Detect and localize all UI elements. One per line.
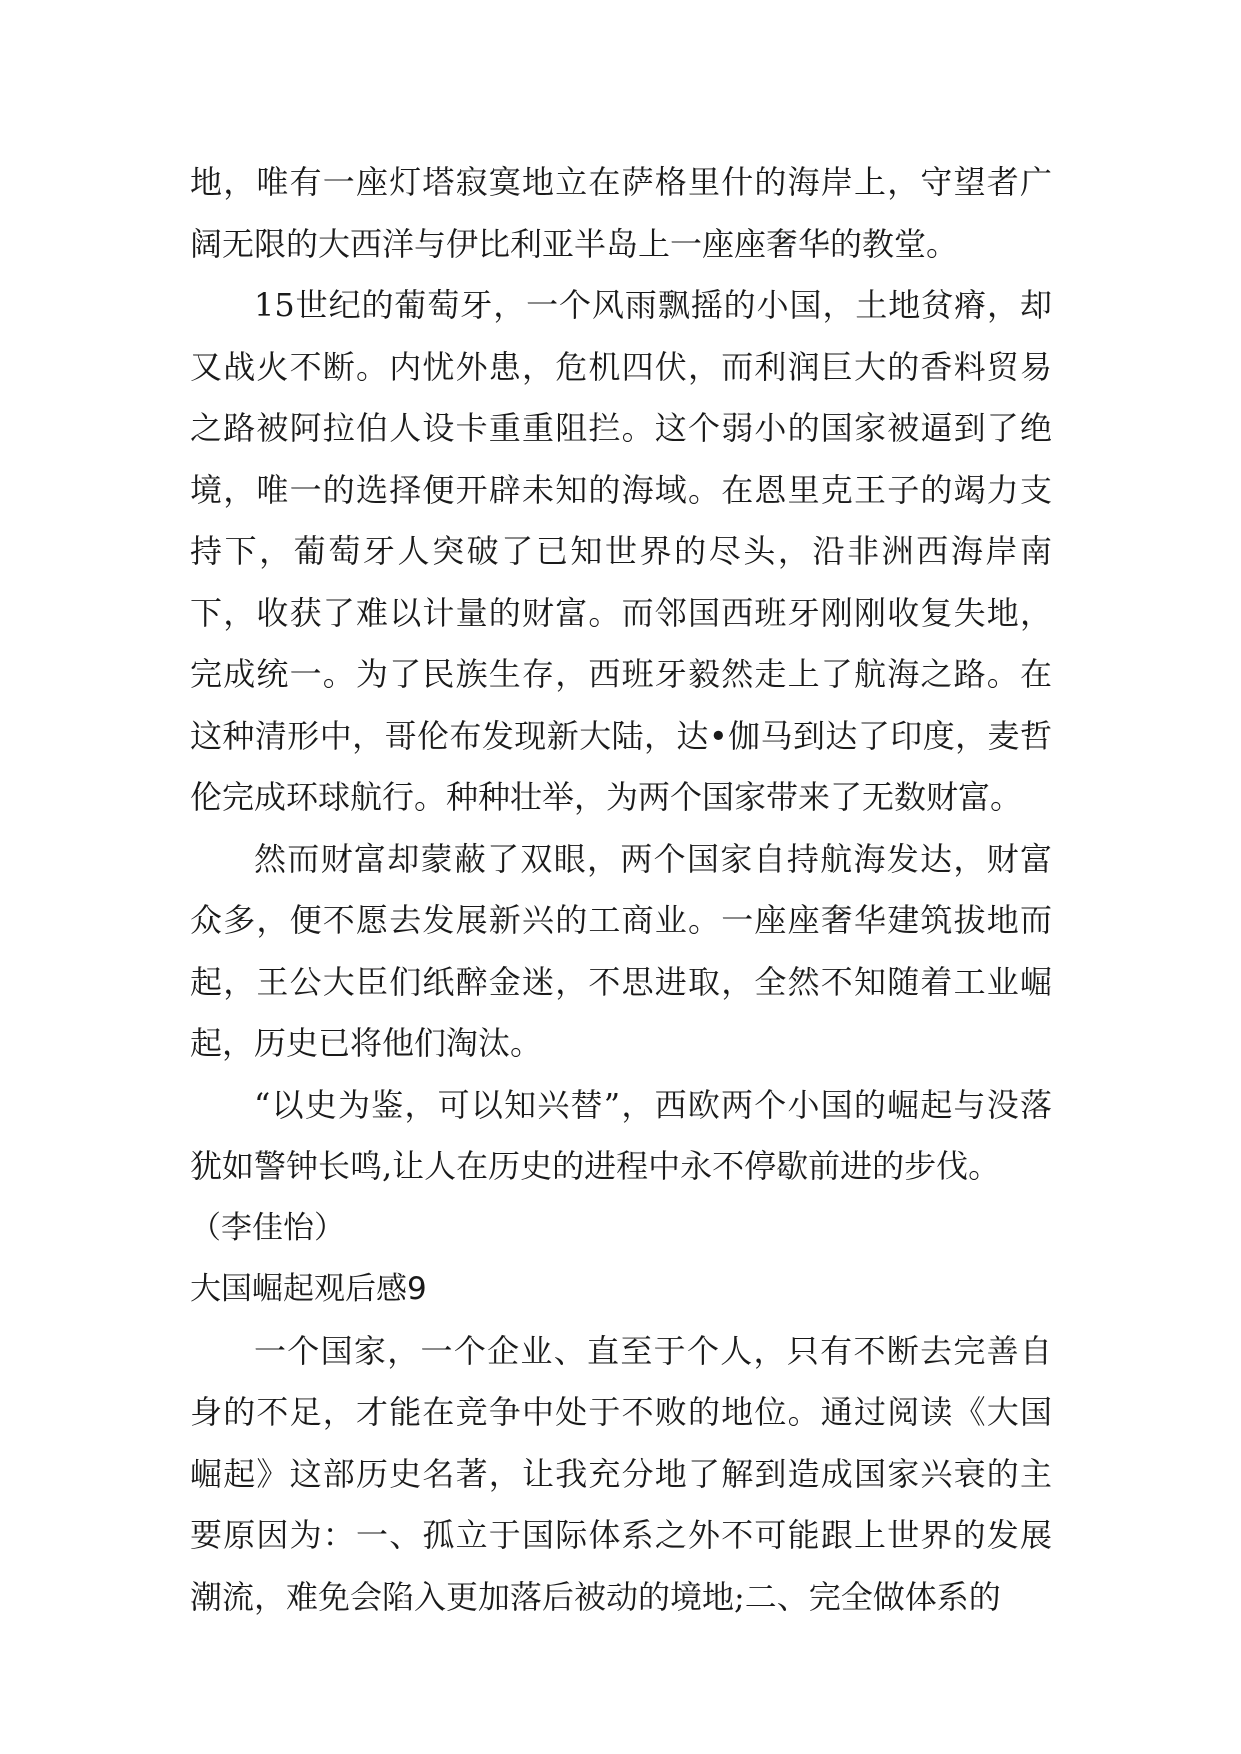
paragraph-portugal-spain: 15世纪的葡萄牙，一个风雨飘摇的小国，土地贫瘠，却又战火不断。内忧外患，危机四伏，而利润巨大的香料贸易之路被阿拉伯人设卡重重阻拦。这个弱小的国家被逼到了绝境，唯一的选择便开辟未知的海域。在恩里克王子的竭力支持下，葡萄牙人突破了已知世界的尽头，沿非洲西海岸南下，收获了难以计量的财富。而邻国西班牙刚刚收复失地，完成统一。为了民族生存，西班牙毅然走上了航海之路。在这种清形中，哥伦布发现新大陆，达•伽马到达了印度，麦哲伦完成环球航行。种种壮举，为两个国家带来了无数财富。 <box>190 286 1052 816</box>
document-body <box>190 152 1052 1628</box>
paragraph-essay-9: 一个国家，一个企业、直至于个人，只有不断去完善自身的不足，才能在竞争中处于不败的地位。通过阅读《大国崛起》这部历史名著，让我充分地了解到造成国家兴衰的主要原因为：一、孤立于国际体系之外不可能跟上世界的发展潮流，难免会陷入更加落后被动的境地;二、完全做体系的 <box>190 1331 1052 1616</box>
section-heading: 大国崛起观后感9 <box>190 1271 427 1307</box>
author-byline: （李佳怡） <box>190 1209 345 1246</box>
paragraph-lesson: “以史为鉴，可以知兴替”，西欧两个小国的崛起与没落犹如警钟长鸣,让人在历史的进程中永不停歇前进的步伐。 <box>190 1085 1052 1185</box>
paragraph-continuation: 地，唯有一座灯塔寂寞地立在萨格里什的海岸上，守望者广阔无限的大西洋与伊比利亚半岛上一座座奢华的教堂。 <box>190 163 1052 263</box>
paragraph-decline: 然而财富却蒙蔽了双眼，两个国家自持航海发达，财富众多，便不愿去发展新兴的工商业。一座座奢华建筑拔地而起，王公大臣们纸醉金迷，不思进取，全然不知随着工业崛起，历史已将他们淘汰。 <box>190 839 1052 1062</box>
